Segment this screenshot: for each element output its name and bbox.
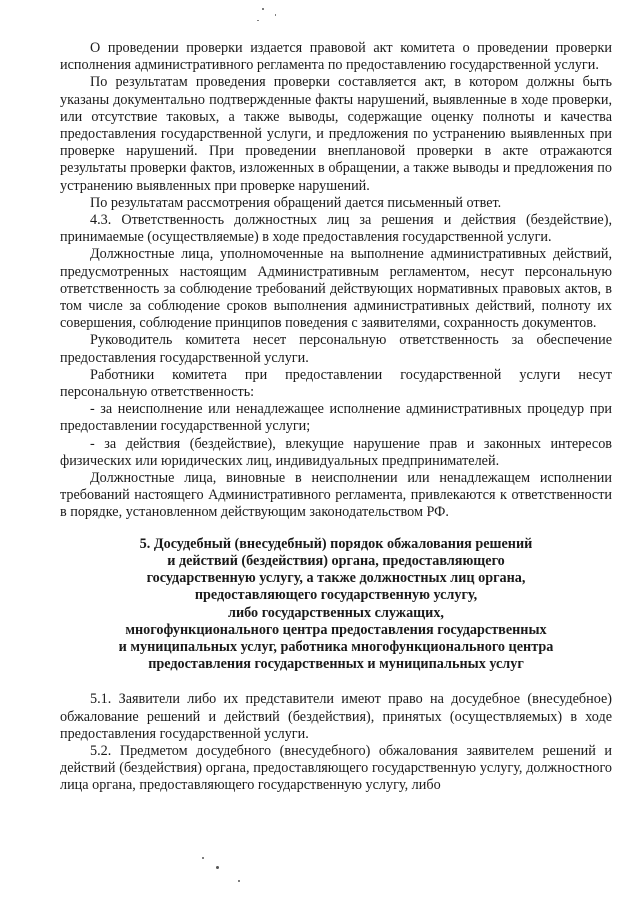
heading-line: предоставляющего государственную услугу, (194, 587, 478, 604)
scan-speck (275, 14, 276, 16)
paragraph: По результатам рассмотрения обращений дается письменный ответ. (90, 194, 502, 211)
paragraph: 5.2. Предметом досудебного (внесудебного) обжалования заявителем решений и действий (бездействия) органа, предоставляющего государственную услугу, должностного лица органа, предоставляющего государственную услугу, либо (60, 742, 612, 794)
paragraph: По результатам проведения проверки составляется акт, в котором должны быть указаны документально подтвержденные факты нарушений, выявленные в ходе проверки, или отсутствие таковых, а также выводы, содержащие оценку полноты и качества предоставления государственной услуги, и предложения по устранению выявленных при проверке нарушений. При проведении внеплановой проверки в акте отражаются результаты проверки фактов, изложенных в обращении, а также выводы и предложения по устранению выявленных при проверке нарушений. (60, 74, 612, 194)
heading-line: многофункционального центра предоставления государственных (125, 621, 547, 638)
heading-line: государственную услугу, а также должностных лиц органа, (146, 570, 526, 587)
paragraph: О проведении проверки издается правовой акт комитета о проведении проверки исполнения административного регламента по предоставлению государственной услуги. (60, 40, 612, 74)
paragraph: 5.1. Заявители либо их представители имеют право на досудебное (внесудебное) обжалование решений и действий (бездействия), принятых (осуществляемых) в ходе предоставления государственной услуги. (60, 691, 612, 742)
paragraph: Должностные лица, виновные в неисполнении или ненадлежащем исполнении требований настоящего Административного регламента, привлекаются к ответственности в порядке, установленном действующим законодательством РФ. (60, 470, 612, 521)
paragraph: Работники комитета при предоставлении государственной услуги несут персональную ответственность: (60, 366, 612, 401)
heading-line: и муниципальных услуг, работника многофункционального центра (118, 638, 554, 655)
section-heading (60, 536, 612, 674)
document-body (60, 40, 612, 795)
paragraph: Руководитель комитета несет персональную ответственность за обеспечение предоставления государственной услуги. (60, 332, 612, 366)
heading-line: и действий (бездействия) органа, предоставляющего (167, 552, 505, 569)
heading-line: предоставления государственных и муниципальных услуг (148, 656, 524, 673)
scan-speck (216, 866, 219, 869)
paragraph: - за неисполнение или ненадлежащее исполнение административных процедур при предоставлении государственной услуги; (60, 401, 612, 435)
heading-line: 5. Досудебный (внесудебный) порядок обжалования решений (139, 535, 533, 552)
paragraph: - за действия (бездействие), влекущие нарушение прав и законных интересов физических или юридических лиц, индивидуальных предпринимателей. (60, 435, 612, 469)
scan-speck (257, 20, 259, 21)
paragraph: 4.3. Ответственность должностных лиц за решения и действия (бездействие), принимаемые (осуществляемые) в ходе предоставления государственной услуги. (60, 212, 612, 246)
scan-speck (238, 880, 240, 882)
heading-line: либо государственных служащих, (228, 604, 444, 621)
scan-speck (202, 857, 204, 859)
scan-speck (262, 8, 264, 10)
paragraph: Должностные лица, уполномоченные на выполнение административных действий, предусмотренных настоящим Административным регламентом, несут персональную ответственность за соблюдение требований действующих нормативных правовых актов, в том числе за соблюдение сроков выполнения административных действий, полноту их совершения, соблюдение принципов поведения с заявителями, сохранность документов. (60, 246, 612, 332)
